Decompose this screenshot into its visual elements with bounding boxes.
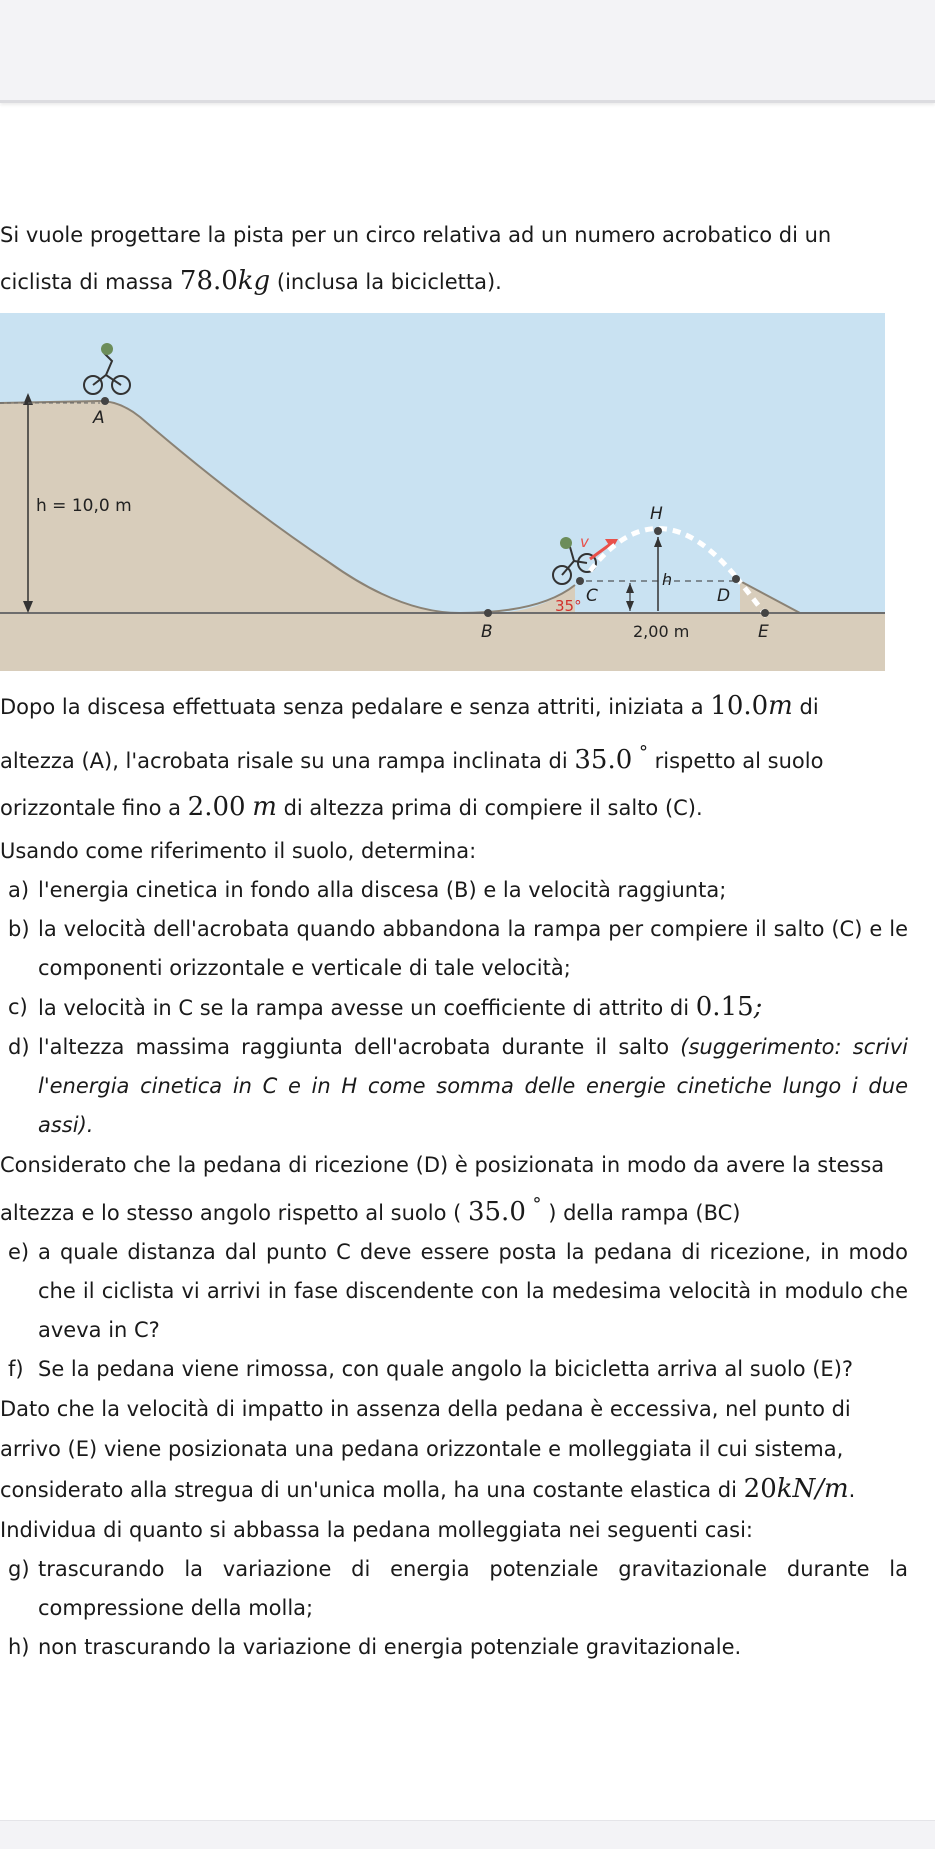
point-b — [484, 609, 492, 617]
point-e — [761, 609, 769, 617]
question-g: g) trascurando la variazione di energia potenziale gravitazionale durante la compressione della molla; — [8, 1557, 908, 1620]
velocity-label: v — [580, 533, 589, 551]
mass-unit: kg — [237, 266, 271, 296]
point-d — [732, 575, 740, 583]
description-line-3: orizzontale fino a 2.00 m di altezza prima di compiere il salto (C). — [0, 792, 703, 822]
question-h: h) non trascurando la variazione di energia potenziale gravitazionale. — [8, 1635, 742, 1659]
spring-line-2: arrivo (E) viene posizionata una pedana orizzontale e molleggiata il cui sistema, — [0, 1437, 844, 1461]
label-c: C — [586, 586, 598, 606]
point-a — [101, 397, 109, 405]
question-d: d) l'altezza massima raggiunta dell'acrobata durante il salto (suggerimento: scrivi l'energia cinetica in C e in H come somma delle energie cinetiche lungo i due assi). — [8, 1035, 908, 1137]
point-h — [654, 527, 662, 535]
platform-line-2: altezza e lo stesso angolo rispetto al suolo ( 35.0 ° ) della rampa (BC) — [0, 1194, 741, 1227]
instruction: Usando come riferimento il suolo, determina: — [0, 839, 477, 863]
label-e: E — [758, 622, 769, 642]
question-a: a) l'energia cinetica in fondo alla discesa (B) e la velocità raggiunta; — [8, 878, 727, 902]
height-label: h = 10,0 m — [36, 496, 132, 516]
spring-line-1: Dato che la velocità di impatto in assenza della pedana è eccessiva, nel punto di — [0, 1397, 851, 1421]
question-e: e) a quale distanza dal punto C deve essere posta la pedana di ricezione, in modo che il ciclista vi arrivi in fase discendente con la medesima velocità in modulo che aveva in C? — [8, 1240, 908, 1342]
description-line-2: altezza (A), l'acrobata risale su una rampa inclinata di 35.0 ° rispetto al suolo — [0, 742, 824, 775]
friction-value: 0.15 — [695, 992, 754, 1022]
intro-line-1: Si vuole progettare la pista per un circo relativa ad un numero acrobatico di un — [0, 223, 832, 247]
label-d: D — [717, 586, 731, 606]
spring-line-3: considerato alla stregua di un'unica molla, ha una costante elastica di 20kN/m. — [0, 1474, 856, 1504]
track-diagram — [0, 313, 885, 671]
small-h: h — [662, 570, 673, 589]
label-b: B — [481, 622, 493, 642]
angle-label: 35° — [555, 597, 582, 615]
hint: (suggerimento: scrivi l'energia cinetica in C e in H come somma delle energie cinetiche lungo i due assi). — [38, 1035, 908, 1137]
question-c: c) la velocità in C se la rampa avesse un coefficiente di attrito di 0.15; — [8, 992, 763, 1022]
top-toolbar — [0, 0, 935, 103]
spring-constant: 20 — [743, 1474, 777, 1504]
point-c — [576, 577, 584, 585]
instruction-2: Individua di quanto si abbassa la pedana molleggiata nei seguenti casi: — [0, 1518, 753, 1542]
question-b: b) la velocità dell'acrobata quando abbandona la rampa per compiere il salto (C) e le componenti orizzontale e verticale di tale velocità; — [8, 917, 908, 980]
mass-value: 78.0 — [179, 266, 238, 296]
label-a: A — [93, 408, 105, 428]
ramp-height-value: 2.00 — [187, 792, 246, 822]
bottom-toolbar — [0, 1820, 935, 1849]
angle-value: 35.0 — [574, 745, 633, 775]
distance-label: 2,00 m — [633, 622, 690, 641]
question-f: f) Se la pedana viene rimossa, con quale angolo la bicicletta arriva al suolo (E)? — [8, 1357, 854, 1381]
intro-line-2: ciclista di massa 78.0kg (inclusa la bicicletta). — [0, 266, 502, 296]
platform-line-1: Considerato che la pedana di ricezione (D) è posizionata in modo da avere la stessa — [0, 1153, 885, 1177]
problem-document — [0, 212, 908, 1667]
track-figure — [0, 313, 885, 671]
height-value: 10.0 — [710, 691, 769, 721]
description-line-1: Dopo la discesa effettuata senza pedalare e senza attriti, iniziata a 10.0m di — [0, 691, 819, 721]
label-h: H — [650, 504, 663, 524]
